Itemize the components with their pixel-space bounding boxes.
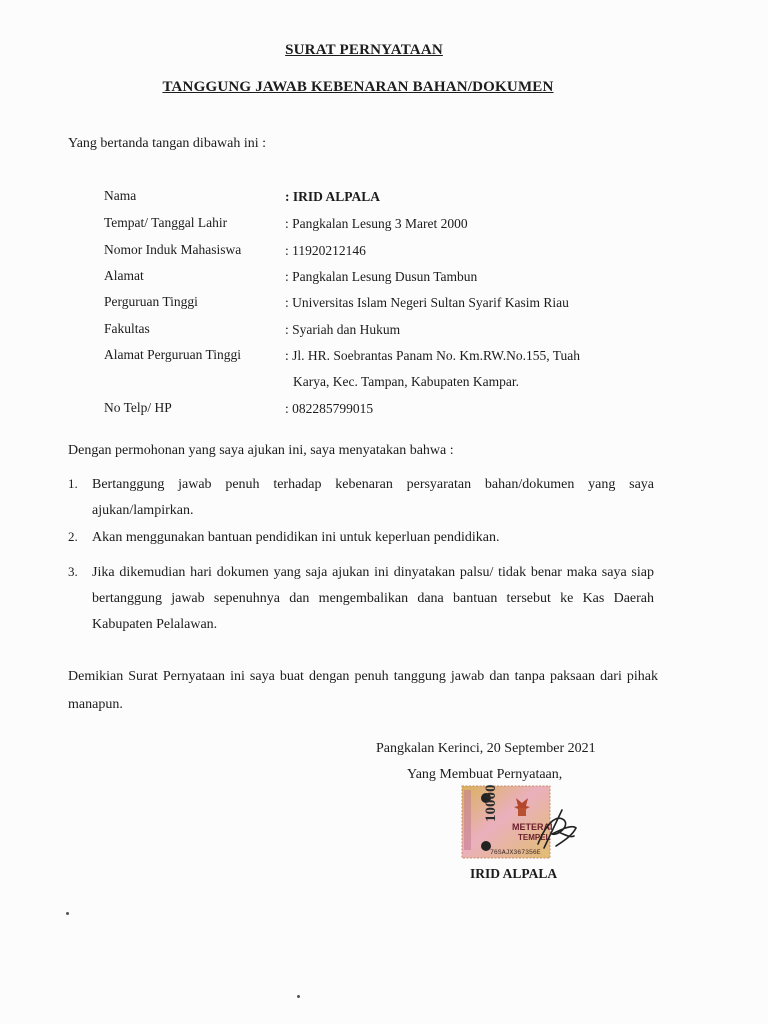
identity-row [104,242,664,262]
stamp-label-meterai: METERAI [512,822,553,832]
identity-row [104,268,664,288]
list-number: 2. [68,529,78,544]
identity-value: : Syariah dan Hukum [285,322,401,337]
place-date: Pangkalan Kerinci, 20 September 2021 [376,741,596,756]
list-text: Jika dikemudian hari dokumen yang saja ajukan ini dinyatakan palsu/ tidak benar maka saya siap bertanggung jawab sepenuhnya dan mengembalikan dana bantuan tersebut ke Kas Daerah Kabupaten Pelalawan. [92,565,654,632]
stamp-value: 10000 [483,784,499,822]
identity-label: Alamat [104,268,144,283]
identity-row [104,321,664,341]
identity-value: : 11920212146 [285,243,366,258]
identity-row [104,347,664,395]
identity-label: Fakultas [104,321,150,336]
stamp-serial: 76SAJX367356E [490,849,541,856]
identity-label: Alamat Perguruan Tinggi [104,347,242,362]
identity-label: No Telp/ HP [104,400,172,415]
identity-label: Nomor Induk Mahasiswa [104,242,242,257]
document-title: SURAT PERNYATAAN [285,42,443,58]
identity-row [104,400,664,420]
list-text: Bertanggung jawab penuh terhadap kebenaran persyaratan bahan/dokumen yang saya ajukan/lampirkan. [92,477,654,518]
stamp-label-tempel: TEMPEL [518,833,551,842]
scan-speck [297,995,300,998]
statement-lead: Dengan permohonan yang saya ajukan ini, saya menyatakan bahwa : [68,443,454,458]
identity-label: Tempat/ Tanggal Lahir [104,215,228,230]
scan-speck [66,912,69,915]
identity-value-continued: Karya, Kec. Tampan, Kabupaten Kampar. [293,374,519,389]
identity-row [104,294,664,314]
list-number: 1. [68,476,78,491]
identity-row [104,188,664,208]
signer-name: IRID ALPALA [470,866,558,881]
identity-value: : Pangkalan Lesung 3 Maret 2000 [285,216,468,231]
identity-value: : Pangkalan Lesung Dusun Tambun [285,269,478,284]
identity-row [104,215,664,235]
list-text: Akan menggunakan bantuan pendidikan ini untuk keperluan pendidikan. [92,530,500,545]
revenue-stamp [460,784,578,862]
identity-value: : IRID ALPALA [285,189,381,204]
identity-value: : Jl. HR. Soebrantas Panam No. Km.RW.No.155, Tuah [285,348,581,363]
intro-text: Yang bertanda tangan dibawah ini : [68,136,267,151]
identity-label: Nama [104,188,137,203]
identity-value: : 082285799015 [285,401,374,416]
document-subtitle: TANGGUNG JAWAB KEBENARAN BAHAN/DOKUMEN [162,79,554,95]
signature-caption: Yang Membuat Pernyataan, [407,767,563,782]
list-number: 3. [68,564,78,579]
identity-value: : Universitas Islam Negeri Sultan Syarif Kasim Riau [285,295,569,310]
closing-paragraph: Demikian Surat Pernyataan ini saya buat dengan penuh tanggung jawab dan tanpa paksaan dari pihak manapun. [68,669,658,712]
identity-label: Perguruan Tinggi [104,294,198,309]
